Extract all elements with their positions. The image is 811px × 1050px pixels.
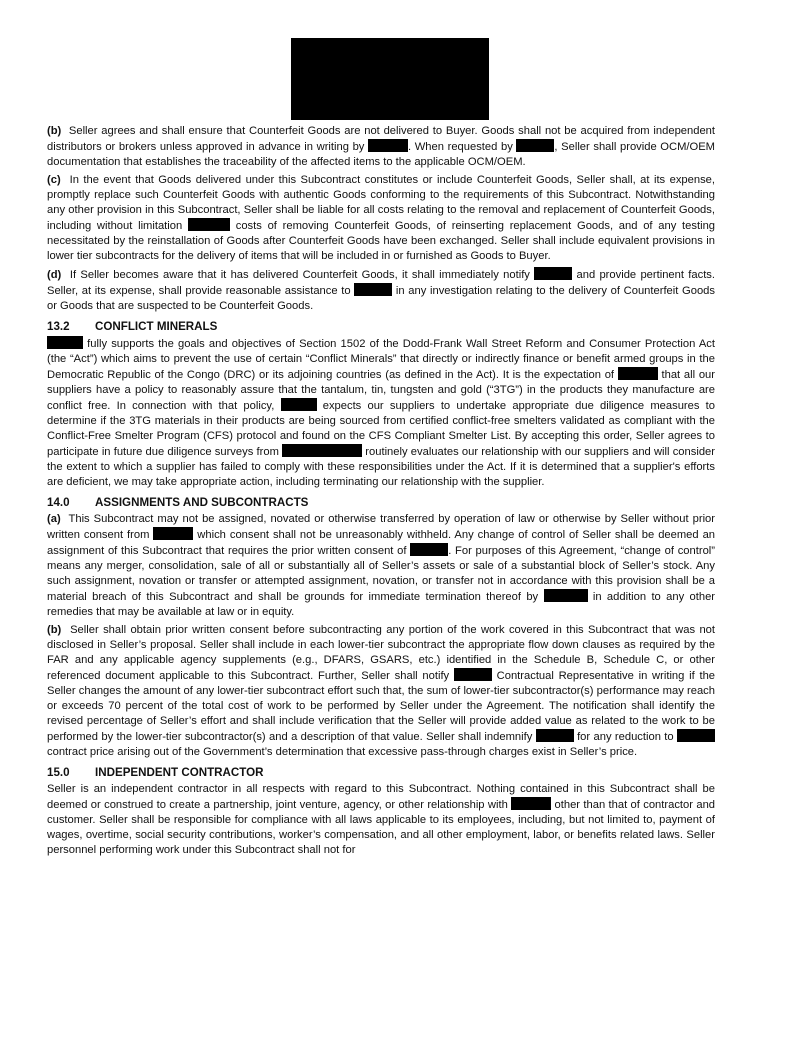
clause-text: in any investigation relating to the delivery of Counterfeit Goods or Goods that are suspected to be Counterfeit Goods. xyxy=(47,285,715,312)
section-heading-15-0 xyxy=(47,765,715,780)
section-title: ASSIGNMENTS AND SUBCONTRACTS xyxy=(95,496,309,509)
clause-text: costs of removing Counterfeit Goods, of reinserting replacement Goods, and of any testing necessitated by the reinstallation of Goods after Counterfeit Goods have been exchanged. Seller shall include equivalent provisions in lower tier subcontracts for the delivery of items that will be included in or furnished as Goods to Buyer. xyxy=(47,220,716,262)
clause-d-counterfeit xyxy=(47,267,715,314)
clause-text: and provide pertinent facts. Seller, at its expense, shall provide reasonable assistance to xyxy=(47,269,716,297)
redaction-box xyxy=(410,543,448,556)
clause-c-counterfeit xyxy=(47,173,715,264)
redaction-box xyxy=(47,336,83,349)
clause-text: Contractual Representative in writing if the Seller changes the amount of any lower-tier subcontract effort such that, the sum of lower-tier subcontractor(s) performance may reach or exceeds 70 percent of the total cost of work to be performed by Seller under the Agreement. The notification shall identify the revised percentage of Seller’s effort and shall include verification that the Seller will provide added value as related to the work to be performed by the lower-tier subcontractor(s) and a description of that value. Seller shall indemnify xyxy=(47,670,716,743)
clause-label: (a) xyxy=(47,513,61,525)
section-text: other than that of contractor and customer. Seller shall be responsible for compliance with all laws applicable to its employees, including, but not limited to, payment of wages, overtime, social security contributions, worker’s compensation, and all other employment, labor, or benefits related laws. Seller personnel performing work under this Subcontract shall not for xyxy=(47,799,716,856)
clause-b-counterfeit xyxy=(47,124,715,170)
section-title: CONFLICT MINERALS xyxy=(95,320,218,333)
clause-text: . When requested by xyxy=(408,141,513,153)
independent-contractor-paragraph xyxy=(47,782,715,858)
section-number: 14.0 xyxy=(47,496,70,509)
clause-text: , Seller shall provide OCM/OEM documentation that establishes the traceability of the affected items to the applicable OCM/OEM. xyxy=(47,141,716,168)
section-text: that all our suppliers have a policy to reasonably assure that the tantalum, tin, tungsten and gold (“3TG”) in the products they manufacture are conflict free. In connection with that policy, xyxy=(47,369,715,412)
clause-text: This Subcontract may not be assigned, novated or otherwise transferred by operation of law or otherwise by Seller without prior written consent from xyxy=(47,513,715,541)
clause-text: Seller shall obtain prior written consent before subcontracting any portion of the work covered in this Subcontract that was not disclosed in Seller’s proposal. Seller shall include in each lower-tier subcontract the appropriate flow down clauses as required by the FAR and any applicable agency supplements (e.g., DFARS, GSARS, etc.) identified in the Schedule B, Schedule C, or other referenced document applicable to this Subcontract. Further, Seller shall notify xyxy=(47,624,716,682)
clause-b-subcontracts xyxy=(47,623,715,760)
section-heading-13-2 xyxy=(47,319,715,334)
clause-text: which consent shall not be unreasonably withheld. Any change of control of Seller shall be deemed an assignment of this Subcontract that requires the prior written consent of xyxy=(47,529,716,557)
section-title: INDEPENDENT CONTRACTOR xyxy=(95,766,264,779)
clause-a-assignments xyxy=(47,512,715,620)
redaction-box xyxy=(544,589,588,602)
redaction-box xyxy=(153,527,193,540)
redaction-box xyxy=(534,267,572,280)
redaction-box xyxy=(511,797,551,810)
clause-label: (d) xyxy=(47,269,62,281)
redaction-box xyxy=(282,444,362,457)
conflict-minerals-paragraph xyxy=(47,336,715,490)
clause-label: (b) xyxy=(47,624,62,636)
section-text: Seller is an independent contractor in all respects with regard to this Subcontract. Nothing contained in this Subcontract shall be deemed or construed to create a partnership, joint venture, agency, or other relationship with xyxy=(47,783,715,811)
redaction-box xyxy=(354,283,392,296)
section-text: routinely evaluates our relationship with our suppliers and will consider the extent to which a supplier has failed to comply with these responsibilities under the Act. If it is determined that a supplier's efforts are deficient, we may take appropriate action, including terminating our relationship with the supplier. xyxy=(47,446,715,488)
redaction-box xyxy=(281,398,317,411)
redaction-box xyxy=(516,139,554,152)
redaction-box xyxy=(188,218,230,231)
redaction-box xyxy=(536,729,574,742)
clause-label: (c) xyxy=(47,174,61,186)
document-body xyxy=(47,124,715,861)
clause-text: in addition to any other remedies that may be available at law or in equity. xyxy=(47,591,716,618)
clause-text: Seller agrees and shall ensure that Counterfeit Goods are not delivered to Buyer. Goods shall not be acquired from independent distributors or brokers unless approved in advance in writing by xyxy=(47,125,716,153)
clause-text: In the event that Goods delivered under this Subcontract constitutes or include Counterfeit Goods, Seller shall, at its expense, promptly replace such Counterfeit Goods with authentic Goods conforming to the requirements of this Subcontract. Notwithstanding any other provision in this Subcontract, Seller shall be liable for all costs relating to the removal and replacement of Counterfeit Goods, including without limitation xyxy=(47,174,716,232)
redaction-box xyxy=(618,367,658,380)
clause-text: If Seller becomes aware that it has delivered Counterfeit Goods, it shall immediately notify xyxy=(69,269,530,281)
clause-label: (b) xyxy=(47,125,62,137)
redacted-logo xyxy=(291,38,489,120)
redaction-box xyxy=(454,668,492,681)
section-number: 15.0 xyxy=(47,766,70,779)
clause-text: . For purposes of this Agreement, “change of control” means any merger, consolidation, sale of all or substantially all of Seller’s assets or sale of a substantial block of Seller’s stock. Any such assignment, novation or transfer or attempted assignment, novation, or transfer not in accordance with this provision shall be a material breach of this Subcontract and shall be grounds for immediate termination thereof by xyxy=(47,545,715,603)
section-text: fully supports the goals and objectives of Section 1502 of the Dodd-Frank Wall Street Reform and Consumer Protection Act (the “Act”) which aims to prevent the use of certain “Conflict Minerals” that directly or indirectly finance or benefit armed groups in the Democratic Republic of the Congo (DRC) or its adjoining countries (as defined in the Act). It is the expectation of xyxy=(47,338,715,381)
clause-text: for any reduction to xyxy=(573,731,674,743)
section-heading-14-0 xyxy=(47,495,715,510)
redaction-box xyxy=(368,139,408,152)
section-number: 13.2 xyxy=(47,320,70,333)
clause-text: contract price arising out of the Government’s determination that excessive pass-through charges exist in Seller’s price. xyxy=(47,746,638,758)
section-text: expects our suppliers to undertake appropriate due diligence measures to determine if the 3TG materials in their products are being sourced from certified conflict-free smelters validated as compliant with the Conflict-Free Smelter Program (CFS) protocol and found on the CFS Compliant Smelter List. By accepting this order, Seller agrees to participate in future due diligence surveys from xyxy=(47,400,716,458)
redaction-box xyxy=(677,729,715,742)
